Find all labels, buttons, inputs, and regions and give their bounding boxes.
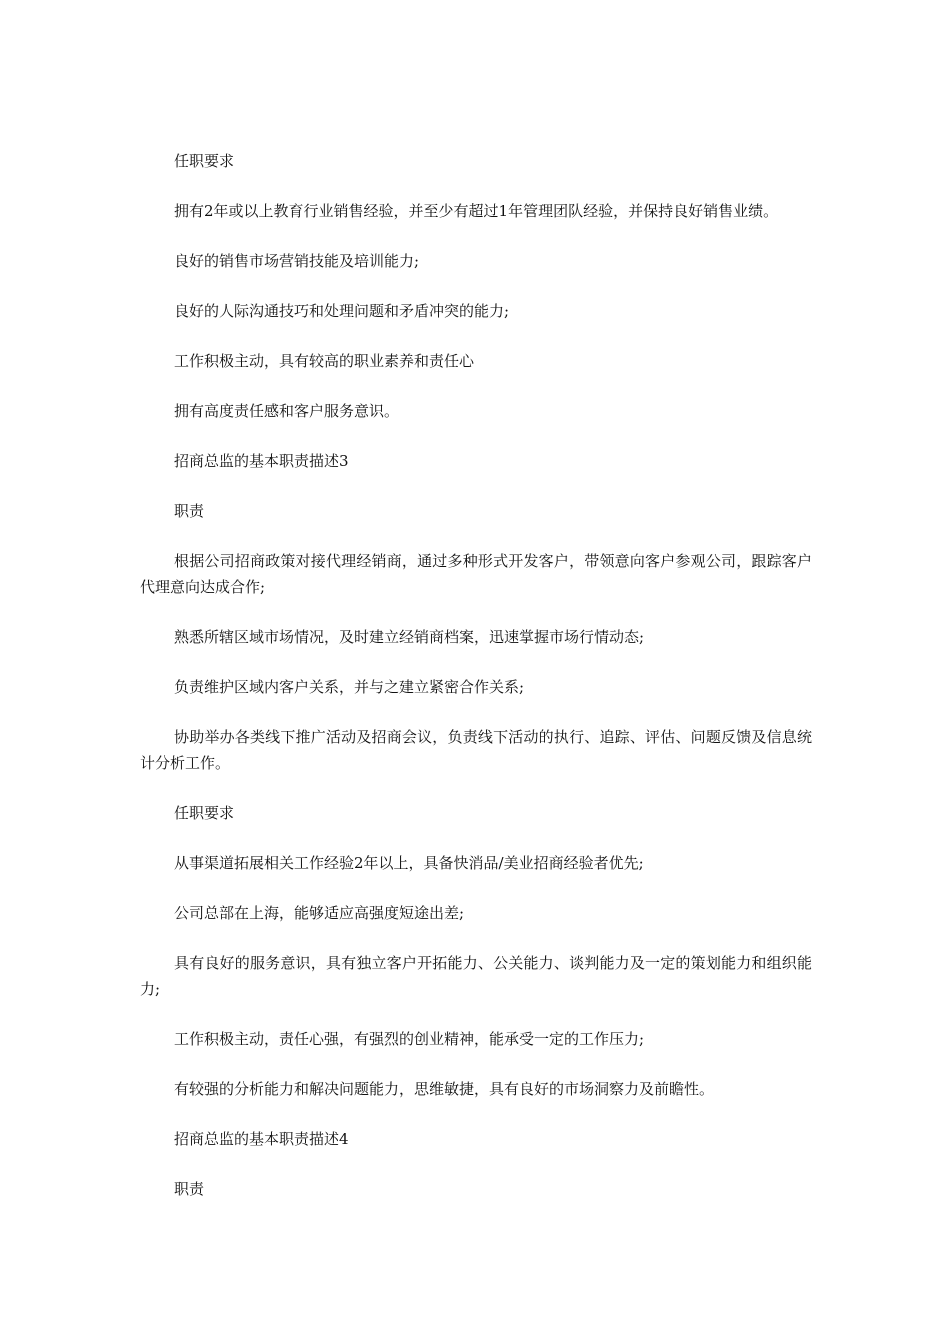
requirement-item: 良好的人际沟通技巧和处理问题和矛盾冲突的能力; (174, 302, 510, 320)
document-body (140, 148, 812, 1226)
requirement-item: 拥有高度责任感和客户服务意识。 (174, 402, 400, 420)
requirement-item: 公司总部在上海，能够适应高强度短途出差; (174, 904, 465, 922)
requirement-item: 工作积极主动，具有较高的职业素养和责任心 (174, 352, 475, 370)
duty-item: 根据公司招商政策对接代理经销商，通过多种形式开发客户，带领意向客户参观公司，跟踪客户代理意向达成合作; (140, 552, 812, 596)
heading-requirements: 任职要求 (174, 804, 235, 822)
heading-duties: 职责 (174, 1180, 205, 1198)
section-title: 招商总监的基本职责描述3 (174, 452, 349, 470)
section-title: 招商总监的基本职责描述4 (174, 1130, 349, 1148)
requirement-item: 拥有2年或以上教育行业销售经验，并至少有超过1年管理团队经验，并保持良好销售业绩。 (174, 202, 779, 220)
heading-duties: 职责 (174, 502, 205, 520)
duty-item: 协助举办各类线下推广活动及招商会议，负责线下活动的执行、追踪、评估、问题反馈及信息统计分析工作。 (140, 728, 812, 772)
duty-item: 熟悉所辖区域市场情况，及时建立经销商档案，迅速掌握市场行情动态; (174, 628, 645, 646)
duty-item: 负责维护区域内客户关系，并与之建立紧密合作关系; (174, 678, 525, 696)
requirement-item: 具有良好的服务意识，具有独立客户开拓能力、公关能力、谈判能力及一定的策划能力和组织能力; (140, 954, 812, 998)
heading-requirements: 任职要求 (174, 152, 235, 170)
requirement-item: 从事渠道拓展相关工作经验2年以上，具备快消品/美业招商经验者优先; (174, 854, 644, 872)
requirement-item: 有较强的分析能力和解决问题能力，思维敏捷，具有良好的市场洞察力及前瞻性。 (174, 1080, 715, 1098)
requirement-item: 良好的销售市场营销技能及培训能力; (174, 252, 420, 270)
requirement-item: 工作积极主动，责任心强，有强烈的创业精神，能承受一定的工作压力; (174, 1030, 645, 1048)
